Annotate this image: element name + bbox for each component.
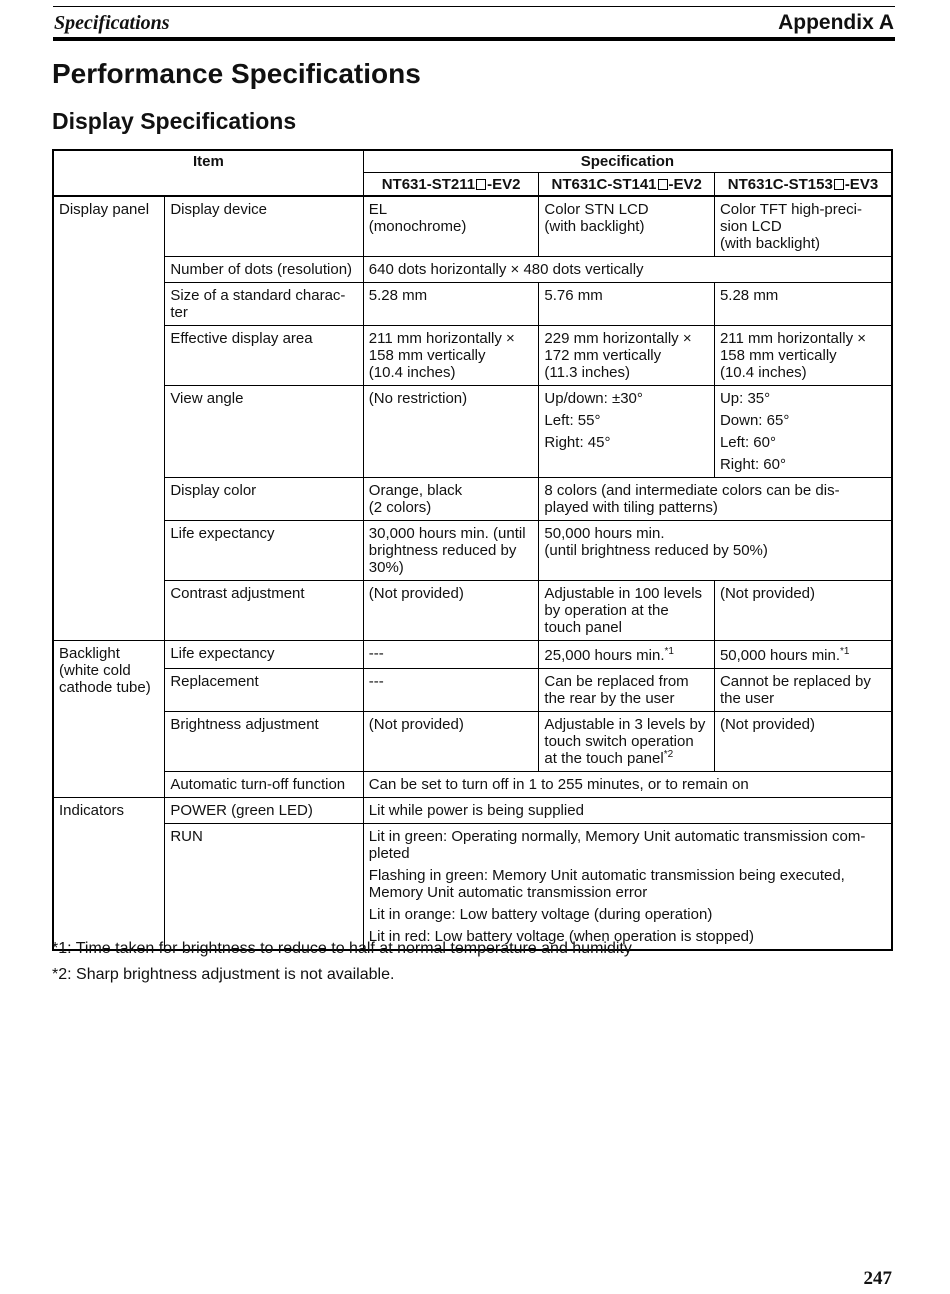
table-cell: 211 mm horizontally × 158 mm vertically (10.4 inches) xyxy=(363,326,539,386)
row-label: Life expectancy xyxy=(165,521,363,581)
row-label: RUN xyxy=(165,824,363,951)
table-row xyxy=(53,257,892,283)
row-label: Automatic turn-off function xyxy=(165,772,363,798)
footnote-1: *1: Time taken for brightness to reduce to half at normal temperature and humidity xyxy=(52,940,632,957)
table-cell: Up/down: ±30° Left: 55° Right: 45° xyxy=(539,386,715,478)
running-header-section: Specifications xyxy=(54,12,170,34)
header-specification: Specification xyxy=(363,150,892,173)
header-item: Item xyxy=(53,150,363,196)
group-backlight: Backlight (white cold cathode tube) xyxy=(53,641,165,798)
table-cell: --- xyxy=(363,669,539,712)
table-cell: 30,000 hours min. (until brightness reduced by 30%) xyxy=(363,521,539,581)
row-label: Contrast adjustment xyxy=(165,581,363,641)
footnote-ref: *1 xyxy=(664,646,674,657)
table-row xyxy=(53,772,892,798)
row-label: View angle xyxy=(165,386,363,478)
table-cell: Lit while power is being supplied xyxy=(363,798,892,824)
table-cell: (Not provided) xyxy=(714,712,892,772)
row-label: Life expectancy xyxy=(165,641,363,669)
table-cell: 8 colors (and intermediate colors can be dis- played with tiling patterns) xyxy=(539,478,892,521)
placeholder-box-icon xyxy=(476,179,486,190)
row-label: Display device xyxy=(165,196,363,257)
table-row xyxy=(53,712,892,772)
table-cell: Adjustable in 100 levels by operation at the touch panel xyxy=(539,581,715,641)
table-row xyxy=(53,669,892,712)
table-cell: 5.28 mm xyxy=(714,283,892,326)
row-label: Effective display area xyxy=(165,326,363,386)
table-row xyxy=(53,283,892,326)
table-cell: 50,000 hours min.$^{*1}$ xyxy=(714,641,892,669)
table-cell: Orange, black (2 colors) xyxy=(363,478,539,521)
display-spec-table xyxy=(52,149,893,951)
table-row xyxy=(53,326,892,386)
table-row xyxy=(53,196,892,257)
row-label: Display color xyxy=(165,478,363,521)
page-title: Performance Specifications xyxy=(52,58,421,89)
header-rule-top xyxy=(53,6,895,7)
model-header-1: NT631-ST211 -EV2 xyxy=(363,173,539,197)
table-cell: Can be replaced from the rear by the user xyxy=(539,669,715,712)
table-cell: Can be set to turn off in 1 to 255 minutes, or to remain on xyxy=(363,772,892,798)
table-cell: Color TFT high-preci- sion LCD (with backlight) xyxy=(714,196,892,257)
table-row xyxy=(53,581,892,641)
row-label: Brightness adjustment xyxy=(165,712,363,772)
table-header-row xyxy=(53,150,892,173)
row-label: Number of dots (resolution) xyxy=(165,257,363,283)
model-header-2: NT631C-ST141 -EV2 xyxy=(539,173,715,197)
table-row xyxy=(53,386,892,478)
placeholder-box-icon xyxy=(834,179,844,190)
table-cell: 5.28 mm xyxy=(363,283,539,326)
footnote-2: *2: Sharp brightness adjustment is not available. xyxy=(52,966,395,983)
table-row xyxy=(53,798,892,824)
group-display-panel: Display panel xyxy=(53,196,165,641)
page-number: 247 xyxy=(863,1268,892,1289)
table-cell: Adjustable in 3 levels by touch switch operation at the touch panel$^{*2}$ xyxy=(539,712,715,772)
table-cell: 640 dots horizontally × 480 dots vertically xyxy=(363,257,892,283)
header-rule-bottom xyxy=(53,37,895,41)
table-cell: Lit in green: Operating normally, Memory Unit automatic transmission com- pleted Flashing in green: Memory Unit automatic transmission being executed, Memory Unit automatic transmission error Lit in orange: Low battery voltage (during operation) Lit in red: Low battery voltage (when operation is stopped) xyxy=(363,824,892,951)
table-cell: EL (monochrome) xyxy=(363,196,539,257)
row-label: POWER (green LED) xyxy=(165,798,363,824)
model-header-3: NT631C-ST153 -EV3 xyxy=(714,173,892,197)
table-cell: 5.76 mm xyxy=(539,283,715,326)
table-cell: (Not provided) xyxy=(714,581,892,641)
table-cell: (Not provided) xyxy=(363,581,539,641)
group-indicators: Indicators xyxy=(53,798,165,951)
row-label: Replacement xyxy=(165,669,363,712)
table-cell: 211 mm horizontally × 158 mm vertically (10.4 inches) xyxy=(714,326,892,386)
table-row xyxy=(53,824,892,951)
table-cell: Cannot be replaced by the user xyxy=(714,669,892,712)
placeholder-box-icon xyxy=(658,179,668,190)
row-label: Size of a standard charac- ter xyxy=(165,283,363,326)
table-row xyxy=(53,478,892,521)
table-cell: Up: 35° Down: 65° Left: 60° Right: 60° xyxy=(714,386,892,478)
table-row xyxy=(53,641,892,669)
footnote-ref: *2 xyxy=(663,749,674,760)
table-row xyxy=(53,521,892,581)
section-title: Display Specifications xyxy=(52,108,297,134)
table-cell: (No restriction) xyxy=(363,386,539,478)
table-cell: Color STN LCD (with backlight) xyxy=(539,196,715,257)
table-cell: (Not provided) xyxy=(363,712,539,772)
running-header-appendix: Appendix A xyxy=(778,11,894,34)
table-cell: 50,000 hours min. (until brightness reduced by 50%) xyxy=(539,521,892,581)
table-cell: 229 mm horizontally × 172 mm vertically (11.3 inches) xyxy=(539,326,715,386)
table-cell: --- xyxy=(363,641,539,669)
footnote-ref: *1 xyxy=(840,646,850,657)
table-cell: 25,000 hours min.$^{*1}$ xyxy=(539,641,715,669)
